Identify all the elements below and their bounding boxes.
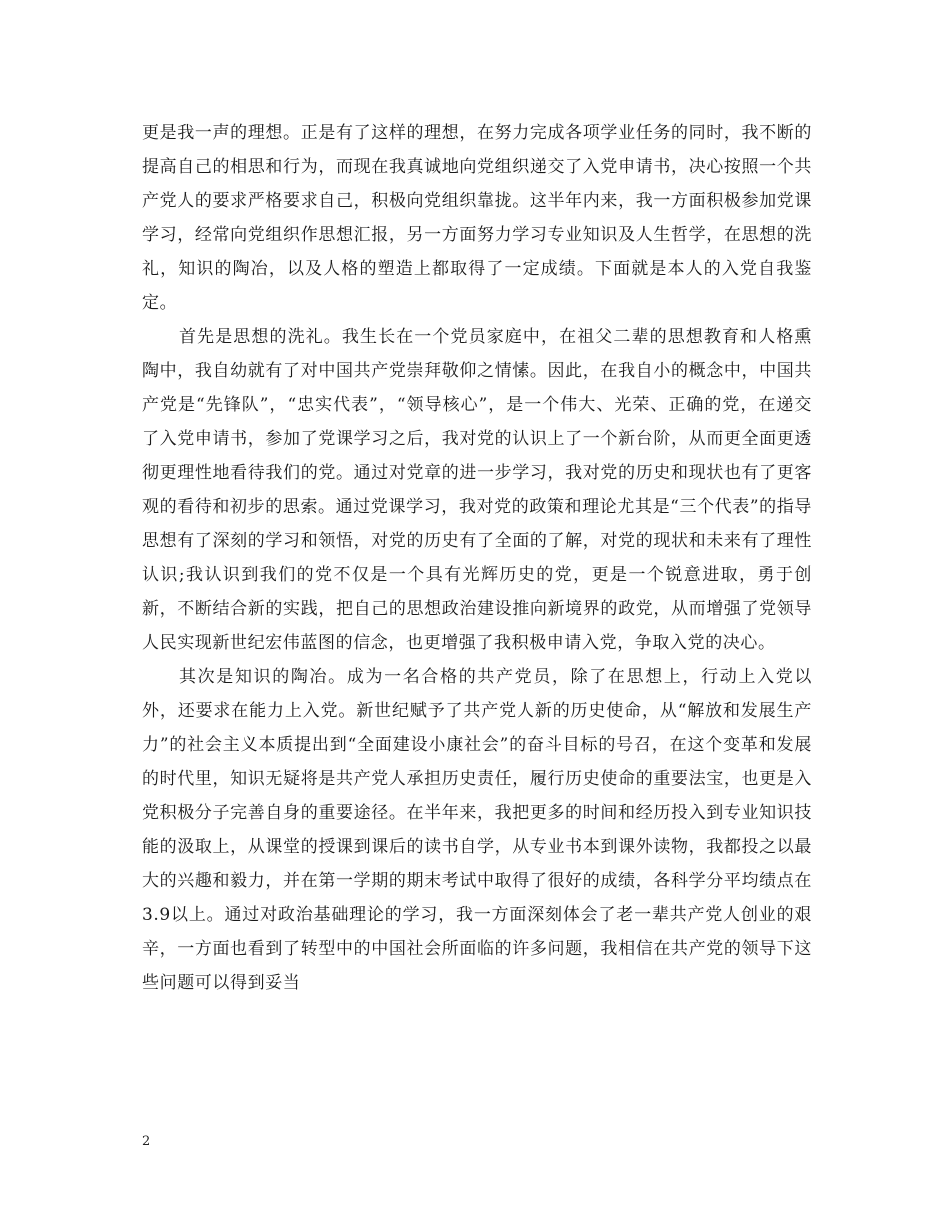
paragraph-intro-continuation: 更是我一声的理想。正是有了这样的理想，在努力完成各项学业任务的同时，我不断的提高自己的相思和行为，而现在我真诚地向党组织递交了入党申请书，决心按照一个共产党人的要求严格要求自己，积极向党组织靠拢。这半年内来，我一方面积极参加党课学习，经常向党组织作思想汇报，另一方面努力学习专业知识及人生哲学，在思想的洗礼，知识的陶冶，以及人格的塑造上都取得了一定成绩。下面就是本人的入党自我鉴定。 bbox=[142, 123, 812, 313]
paragraph-ideological-baptism: 首先是思想的洗礼。我生长在一个党员家庭中，在祖父二辈的思想教育和人格熏陶中，我自幼就有了对中国共产党崇拜敬仰之情愫。因此，在我自小的概念中，中国共产党是“先锋队”，“忠实代表”，“领导核心”，是一个伟大、光荣、正确的党，在递交了入党申请书，参加了党课学习之后，我对党的认识上了一个新台阶，从而更全面更透彻更理性地看待我们的党。通过对党章的进一步学习，我对党的历史和现状也有了更客观的看待和初步的思索。通过党课学习，我对党的政策和理论尤其是“三个代表”的指导思想有了深刻的学习和领悟，对党的历史有了全面的了解，对党的现状和未来有了理性认识;我认识到我们的党不仅是一个具有光辉历史的党，更是一个锐意进取，勇于创新，不断结合新的实践，把自己的思想政治建设推向新境界的政党，从而增强了党领导人民实现新世纪宏伟蓝图的信念，也更增强了我积极申请入党，争取入党的决心。 bbox=[142, 327, 812, 653]
paragraph-knowledge-cultivation: 其次是知识的陶冶。成为一名合格的共产党员，除了在思想上，行动上入党以外，还要求在能力上入党。新世纪赋予了共产党人新的历史使命，从“解放和发展生产力”的社会主义本质提出到“全面建设小康社会”的奋斗目标的号召，在这个变革和发展的时代里，知识无疑将是共产党人承担历史责任，履行历史使命的重要法宝，也更是入党积极分子完善自身的重要途径。在半年来，我把更多的时间和经历投入到专业知识技能的汲取上，从课堂的授课到课后的读书自学，从专业书本到课外读物，我都投之以最大的兴趣和毅力，并在第一学期的期末考试中取得了很好的成绩，各科学分平均绩点在3.9以上。通过对政治基础理论的学习，我一方面深刻体会了老一辈共产党人创业的艰辛，一方面也看到了转型中的中国社会所面临的许多问题，我相信在共产党的领导下这些问题可以得到妥当 bbox=[142, 667, 812, 993]
page-number: 2 bbox=[142, 1134, 151, 1149]
document-body bbox=[142, 116, 812, 1000]
